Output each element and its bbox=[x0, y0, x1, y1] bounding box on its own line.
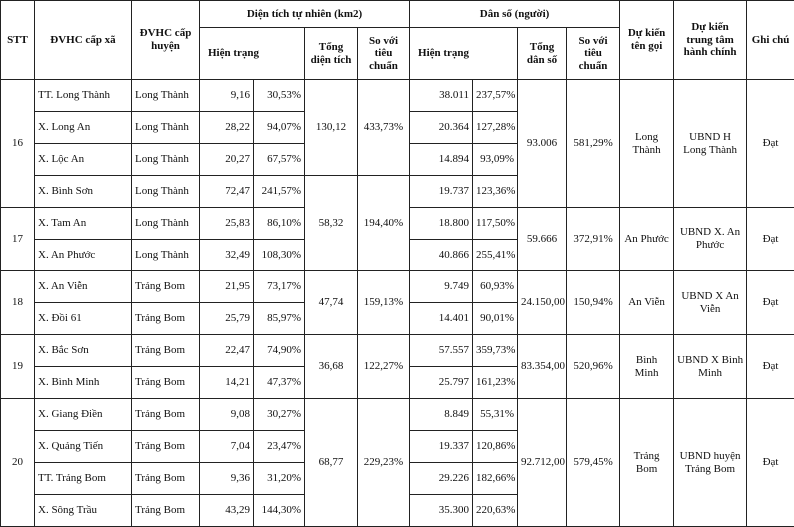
planned-center-cell: UBND X An Viễn bbox=[674, 271, 747, 335]
district-cell: Trảng Bom bbox=[132, 495, 200, 527]
header-district: ĐVHC cấp huyện bbox=[132, 1, 200, 80]
pop-cell: 20.364 bbox=[410, 112, 473, 144]
pop-total-cell: 93.006 bbox=[518, 80, 567, 208]
header-area-total: Tổng diện tích bbox=[305, 28, 358, 80]
planned-center-cell: UBND X Bình Minh bbox=[674, 335, 747, 399]
area-pct-cell: 241,57% bbox=[254, 176, 305, 208]
commune-cell: X. Quảng Tiến bbox=[35, 431, 132, 463]
pop-total-cell: 59.666 bbox=[518, 208, 567, 271]
district-cell: Trảng Bom bbox=[132, 271, 200, 303]
planned-center-cell: UBND huyện Trảng Bom bbox=[674, 399, 747, 527]
pop-pct-cell: 90,01% bbox=[473, 303, 518, 335]
pop-pct-cell: 127,28% bbox=[473, 112, 518, 144]
commune-cell: X. An Viễn bbox=[35, 271, 132, 303]
area-vs-std-cell: 122,27% bbox=[358, 335, 410, 399]
pop-cell: 19.337 bbox=[410, 431, 473, 463]
area-cell: 9,16 bbox=[200, 80, 254, 112]
pop-vs-std-cell: 372,91% bbox=[567, 208, 620, 271]
header-pop-group: Dân số (người) bbox=[410, 1, 620, 28]
area-vs-std-cell: 159,13% bbox=[358, 271, 410, 335]
stt-cell: 20 bbox=[1, 399, 35, 527]
pop-cell: 57.557 bbox=[410, 335, 473, 367]
area-pct-cell: 30,53% bbox=[254, 80, 305, 112]
pop-cell: 29.226 bbox=[410, 463, 473, 495]
commune-cell: X. Sông Trầu bbox=[35, 495, 132, 527]
commune-cell: TT. Long Thành bbox=[35, 80, 132, 112]
header-pop-current: Hiện trạng bbox=[410, 28, 518, 80]
pop-pct-cell: 161,23% bbox=[473, 367, 518, 399]
district-cell: Long Thành bbox=[132, 240, 200, 271]
area-total-cell: 47,74 bbox=[305, 271, 358, 335]
planned-center-cell: UBND X. An Phước bbox=[674, 208, 747, 271]
area-pct-cell: 85,97% bbox=[254, 303, 305, 335]
table-row bbox=[1, 335, 794, 367]
pop-vs-std-cell: 579,45% bbox=[567, 399, 620, 527]
pop-cell: 8.849 bbox=[410, 399, 473, 431]
area-pct-cell: 73,17% bbox=[254, 271, 305, 303]
note-cell: Đạt bbox=[747, 208, 794, 271]
district-cell: Long Thành bbox=[132, 208, 200, 240]
district-cell: Trảng Bom bbox=[132, 463, 200, 495]
note-cell: Đạt bbox=[747, 80, 794, 208]
area-cell: 21,95 bbox=[200, 271, 254, 303]
table-row bbox=[1, 80, 794, 112]
note-cell: Đạt bbox=[747, 271, 794, 335]
area-pct-cell: 31,20% bbox=[254, 463, 305, 495]
district-cell: Long Thành bbox=[132, 112, 200, 144]
district-cell: Long Thành bbox=[132, 144, 200, 176]
area-total-cell: 58,32 bbox=[305, 176, 358, 271]
pop-vs-std-cell: 520,96% bbox=[567, 335, 620, 399]
planned-name-cell: Trảng Bom bbox=[620, 399, 674, 527]
planned-name-cell: Bình Minh bbox=[620, 335, 674, 399]
planned-center-cell: UBND H Long Thành bbox=[674, 80, 747, 208]
commune-cell: X. Bình Minh bbox=[35, 367, 132, 399]
commune-cell: X. Lộc An bbox=[35, 144, 132, 176]
pop-pct-cell: 60,93% bbox=[473, 271, 518, 303]
pop-total-cell: 24.150,00 bbox=[518, 271, 567, 335]
pop-vs-std-cell: 150,94% bbox=[567, 271, 620, 335]
header-planned-center: Dự kiến trung tâm hành chính bbox=[674, 1, 747, 80]
commune-cell: X. Bắc Sơn bbox=[35, 335, 132, 367]
area-cell: 9,36 bbox=[200, 463, 254, 495]
stt-cell: 16 bbox=[1, 80, 35, 208]
table-row bbox=[1, 271, 794, 303]
area-cell: 7,04 bbox=[200, 431, 254, 463]
header-stt: STT bbox=[1, 1, 35, 80]
planned-name-cell: An Viễn bbox=[620, 271, 674, 335]
stt-cell: 17 bbox=[1, 208, 35, 271]
header-area-vs-std: So với tiêu chuẩn bbox=[358, 28, 410, 80]
area-pct-cell: 23,47% bbox=[254, 431, 305, 463]
pop-pct-cell: 255,41% bbox=[473, 240, 518, 271]
district-cell: Trảng Bom bbox=[132, 399, 200, 431]
area-cell: 32,49 bbox=[200, 240, 254, 271]
pop-cell: 25.797 bbox=[410, 367, 473, 399]
area-cell: 28,22 bbox=[200, 112, 254, 144]
area-cell: 22,47 bbox=[200, 335, 254, 367]
area-cell: 14,21 bbox=[200, 367, 254, 399]
stt-cell: 18 bbox=[1, 271, 35, 335]
header-area-group: Diện tích tự nhiên (km2) bbox=[200, 1, 410, 28]
pop-pct-cell: 117,50% bbox=[473, 208, 518, 240]
area-vs-std-cell: 194,40% bbox=[358, 176, 410, 271]
planned-name-cell: Long Thành bbox=[620, 80, 674, 208]
area-pct-cell: 144,30% bbox=[254, 495, 305, 527]
district-cell: Trảng Bom bbox=[132, 431, 200, 463]
district-cell: Long Thành bbox=[132, 80, 200, 112]
note-cell: Đạt bbox=[747, 335, 794, 399]
table-row bbox=[1, 399, 794, 431]
commune-cell: X. Tam An bbox=[35, 208, 132, 240]
pop-total-cell: 92.712,00 bbox=[518, 399, 567, 527]
area-pct-cell: 108,30% bbox=[254, 240, 305, 271]
header-pop-total: Tổng dân số bbox=[518, 28, 567, 80]
area-vs-std-cell: 229,23% bbox=[358, 399, 410, 527]
area-cell: 25,79 bbox=[200, 303, 254, 335]
header-note: Ghi chú bbox=[747, 1, 794, 80]
area-cell: 72,47 bbox=[200, 176, 254, 208]
commune-cell: X. Bình Sơn bbox=[35, 176, 132, 208]
area-pct-cell: 30,27% bbox=[254, 399, 305, 431]
pop-cell: 18.800 bbox=[410, 208, 473, 240]
area-pct-cell: 74,90% bbox=[254, 335, 305, 367]
pop-cell: 35.300 bbox=[410, 495, 473, 527]
commune-cell: X. Đồi 61 bbox=[35, 303, 132, 335]
header-pop-vs-std: So với tiêu chuẩn bbox=[567, 28, 620, 80]
pop-pct-cell: 237,57% bbox=[473, 80, 518, 112]
area-total-cell: 68,77 bbox=[305, 399, 358, 527]
area-pct-cell: 67,57% bbox=[254, 144, 305, 176]
pop-pct-cell: 55,31% bbox=[473, 399, 518, 431]
pop-pct-cell: 93,09% bbox=[473, 144, 518, 176]
header-commune: ĐVHC cấp xã bbox=[35, 1, 132, 80]
district-cell: Long Thành bbox=[132, 176, 200, 208]
header-planned-name: Dự kiến tên gọi bbox=[620, 1, 674, 80]
area-pct-cell: 94,07% bbox=[254, 112, 305, 144]
header-area-current: Hiện trạng bbox=[200, 28, 305, 80]
area-total-cell: 36,68 bbox=[305, 335, 358, 399]
note-cell: Đạt bbox=[747, 399, 794, 527]
district-cell: Trảng Bom bbox=[132, 335, 200, 367]
area-cell: 25,83 bbox=[200, 208, 254, 240]
area-vs-std-cell: 433,73% bbox=[358, 80, 410, 176]
district-cell: Trảng Bom bbox=[132, 303, 200, 335]
area-total-cell: 130,12 bbox=[305, 80, 358, 176]
pop-cell: 9.749 bbox=[410, 271, 473, 303]
area-pct-cell: 86,10% bbox=[254, 208, 305, 240]
stt-cell: 19 bbox=[1, 335, 35, 399]
commune-cell: X. An Phước bbox=[35, 240, 132, 271]
planned-name-cell: An Phước bbox=[620, 208, 674, 271]
commune-cell: X. Giang Điền bbox=[35, 399, 132, 431]
area-cell: 20,27 bbox=[200, 144, 254, 176]
area-cell: 9,08 bbox=[200, 399, 254, 431]
pop-pct-cell: 120,86% bbox=[473, 431, 518, 463]
pop-pct-cell: 123,36% bbox=[473, 176, 518, 208]
pop-vs-std-cell: 581,29% bbox=[567, 80, 620, 208]
area-pct-cell: 47,37% bbox=[254, 367, 305, 399]
area-cell: 43,29 bbox=[200, 495, 254, 527]
district-cell: Trảng Bom bbox=[132, 367, 200, 399]
pop-cell: 14.894 bbox=[410, 144, 473, 176]
pop-pct-cell: 220,63% bbox=[473, 495, 518, 527]
pop-cell: 40.866 bbox=[410, 240, 473, 271]
pop-cell: 38.011 bbox=[410, 80, 473, 112]
pop-total-cell: 83.354,00 bbox=[518, 335, 567, 399]
commune-cell: X. Long An bbox=[35, 112, 132, 144]
commune-cell: TT. Trảng Bom bbox=[35, 463, 132, 495]
pop-pct-cell: 182,66% bbox=[473, 463, 518, 495]
pop-pct-cell: 359,73% bbox=[473, 335, 518, 367]
pop-cell: 19.737 bbox=[410, 176, 473, 208]
pop-cell: 14.401 bbox=[410, 303, 473, 335]
